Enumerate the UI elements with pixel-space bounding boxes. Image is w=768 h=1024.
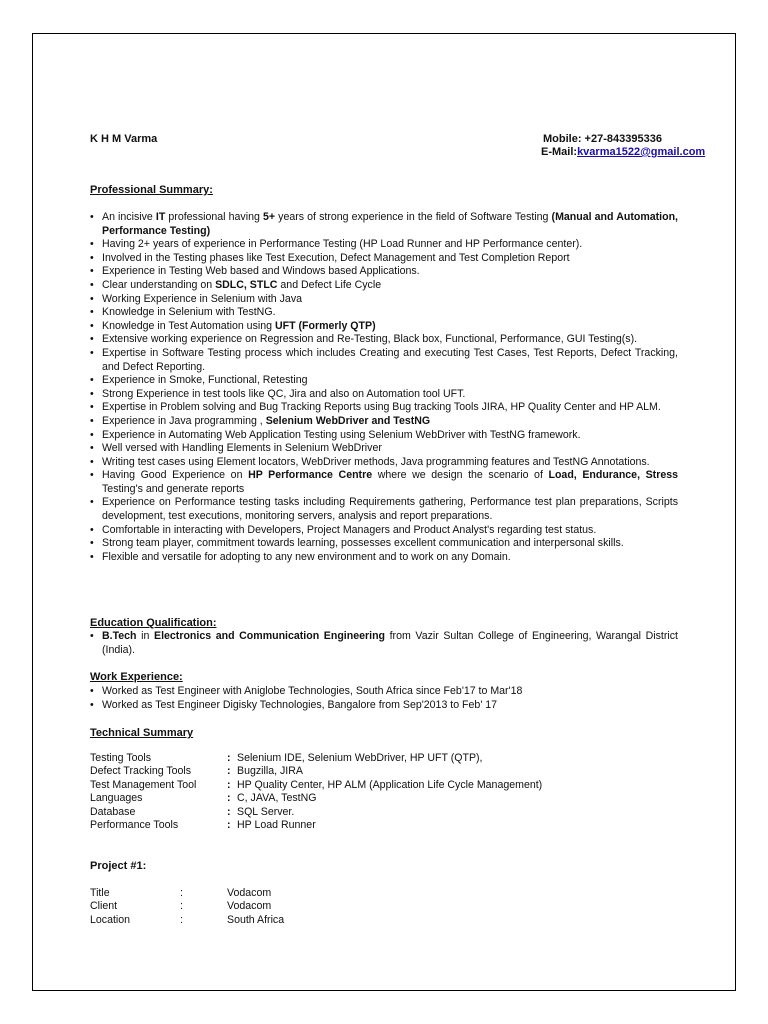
text: Extensive working experience on Regression and Re-Testing, Black box, Functional, Performance, GUI Testing(s).: [102, 333, 638, 346]
text: where we design the scenario of: [372, 469, 549, 482]
text: Experience on Performance testing tasks including Requirements gathering, Performance test plan preparations, Scripts development, test executions, monitoring servers, analysis and report preparations.: [102, 496, 678, 523]
summary-item: [90, 252, 678, 266]
tech-value: SQL Server.: [237, 805, 295, 818]
text: Worked as Test Engineer Digisky Technologies, Bangalore from Sep'2013 to Feb' 17: [102, 698, 498, 711]
bold-text: SDLC, STLC: [215, 278, 278, 291]
tech-value: Bugzilla, JIRA: [237, 765, 303, 778]
text: Strong team player, commitment towards learning, possesses excellent communication and interpersonal skills.: [102, 537, 624, 550]
text: Having Good Experience on: [102, 469, 249, 482]
project-separator: :: [180, 887, 183, 899]
project-value: Vodacom: [227, 900, 272, 913]
tech-separator: :: [227, 752, 231, 764]
text: Experience in Testing Web based and Windows based Applications.: [102, 265, 420, 278]
tech-label: Performance Tools: [90, 819, 179, 832]
tech-row: [90, 792, 542, 805]
tech-row: [90, 779, 542, 792]
text: Knowledge in Test Automation using: [102, 319, 275, 332]
text: An incisive: [102, 211, 156, 223]
text: Comfortable in interacting with Developers, Project Managers and Product Analyst's regarding test status.: [102, 523, 597, 536]
text: Flexible and versatile for adopting to any new environment and to work on any Domain.: [102, 550, 511, 563]
mobile-number: Mobile: +27-843395336: [543, 133, 662, 145]
candidate-name: K H M Varma: [90, 133, 158, 145]
text: Experience in Automating Web Application Testing using Selenium WebDriver with TestNG framework.: [102, 428, 581, 441]
contact-block: [541, 133, 705, 159]
bold-text: UFT (Formerly QTP): [274, 319, 376, 332]
email-label: E-Mail:: [541, 146, 578, 158]
summary-item: [90, 333, 678, 347]
bold-text: Electronics and Communication Engineering: [154, 630, 386, 642]
summary-item: [90, 211, 678, 238]
summary-item: [90, 537, 678, 551]
project-row: [90, 914, 284, 927]
bold-text: Load, Endurance, Stress: [548, 469, 679, 482]
tech-label: Database: [90, 805, 136, 818]
tech-separator: :: [227, 778, 231, 791]
tech-separator: :: [227, 792, 231, 805]
summary-item: [90, 320, 678, 334]
summary-item: [90, 469, 678, 496]
tech-row: [90, 806, 542, 819]
tech-label: Languages: [90, 792, 143, 805]
summary-item: [90, 279, 678, 293]
summary-item: [90, 429, 678, 443]
summary-item: [90, 442, 678, 456]
project-details-table: [90, 887, 284, 927]
text: Working Experience in Selenium with Java: [102, 292, 303, 305]
text: Writing test cases using Element locators, WebDriver methods, Java programming features and TestNG Annotations.: [102, 455, 650, 468]
tech-label: Test Management Tool: [90, 778, 197, 791]
tech-value: C, JAVA, TestNG: [237, 792, 317, 805]
tech-label: Defect Tracking Tools: [90, 765, 192, 778]
project-row: [90, 887, 284, 900]
text: professional having: [165, 211, 263, 223]
tech-separator: :: [227, 819, 231, 832]
project-heading: Project #1:: [90, 860, 147, 872]
education-list: [90, 630, 678, 657]
professional-summary-heading: Professional Summary:: [90, 184, 213, 196]
professional-summary-list: [90, 211, 678, 564]
summary-item: [90, 456, 678, 470]
tech-value: HP Quality Center, HP ALM (Application Life Cycle Management): [237, 778, 543, 791]
summary-item: [90, 551, 678, 565]
tech-value: HP Load Runner: [237, 819, 316, 832]
tech-row: [90, 752, 542, 765]
summary-item: [90, 238, 678, 252]
project-separator: :: [180, 913, 183, 926]
summary-item: [90, 347, 678, 374]
tech-separator: :: [227, 805, 231, 818]
summary-item: [90, 374, 678, 388]
project-value: South Africa: [227, 913, 285, 926]
text: Strong Experience in test tools like QC, Jira and also on Automation tool UFT.: [102, 387, 466, 400]
email-line: [541, 146, 705, 159]
bold-text: 5+: [262, 211, 276, 223]
summary-item: [90, 496, 678, 523]
work-experience-list: [90, 685, 678, 712]
text: Clear understanding on: [102, 278, 216, 291]
summary-item: [90, 388, 678, 402]
text: and Defect Life Cycle: [277, 278, 382, 291]
tech-row: [90, 765, 542, 778]
summary-item: [90, 265, 678, 279]
project-label: Location: [90, 913, 131, 926]
work-item: [90, 699, 678, 713]
education-item: [90, 630, 678, 657]
bold-text: Selenium WebDriver and TestNG: [265, 414, 431, 427]
tech-value: Selenium IDE, Selenium WebDriver, HP UFT (QTP),: [237, 752, 483, 764]
text: Worked as Test Engineer with Aniglobe Technologies, South Africa since Feb'17 to Mar'18: [102, 685, 523, 697]
project-label: Title: [90, 887, 110, 899]
project-label: Client: [90, 900, 118, 913]
text: Well versed with Handling Elements in Selenium WebDriver: [102, 442, 382, 455]
text: Experience in Java programming ,: [102, 414, 266, 427]
tech-row: [90, 819, 542, 832]
tech-label: Testing Tools: [90, 752, 152, 764]
text: Experience in Smoke, Functional, Retesting: [102, 374, 308, 387]
text: Knowledge in Selenium with TestNG.: [102, 306, 276, 319]
text: years of strong experience in the field of Software Testing: [275, 211, 552, 223]
technical-summary-table: [90, 752, 542, 832]
text: Having 2+ years of experience in Performance Testing (HP Load Runner and HP Performance center).: [102, 238, 583, 251]
technical-summary-heading: Technical Summary: [90, 727, 194, 739]
bold-text: B.Tech: [102, 630, 137, 642]
tech-separator: :: [227, 765, 231, 778]
text: Expertise in Software Testing process which includes Creating and executing Test Cases, Test Reports, Defect Tracking, and Defect Reporting.: [102, 346, 678, 373]
project-value: Vodacom: [227, 887, 272, 899]
text: in: [136, 630, 154, 642]
text: Involved in the Testing phases like Test Execution, Defect Management and Test Completion Report: [102, 251, 570, 264]
education-heading: Education Qualification:: [90, 617, 217, 629]
summary-item: [90, 306, 678, 320]
summary-item: [90, 293, 678, 307]
project-row: [90, 900, 284, 913]
work-item: [90, 685, 678, 699]
text: Expertise in Problem solving and Bug Tracking Reports using Bug tracking Tools JIRA, HP Quality Center and HP ALM.: [102, 401, 661, 414]
bold-text: HP Performance Centre: [248, 469, 373, 482]
summary-item: [90, 524, 678, 538]
work-experience-heading: Work Experience:: [90, 671, 183, 683]
summary-item: [90, 415, 678, 429]
bold-text: IT: [155, 211, 166, 223]
text: from Vazir Sultan College of Engineering, Warangal District (India).: [102, 630, 678, 656]
bold-text: (Manual and Automation, Performance Testing): [102, 211, 678, 237]
summary-item: [90, 401, 678, 415]
project-separator: :: [180, 900, 183, 913]
email-link[interactable]: kvarma1522@gmail.com: [577, 146, 706, 158]
text: Testing's and generate reports: [102, 482, 245, 495]
